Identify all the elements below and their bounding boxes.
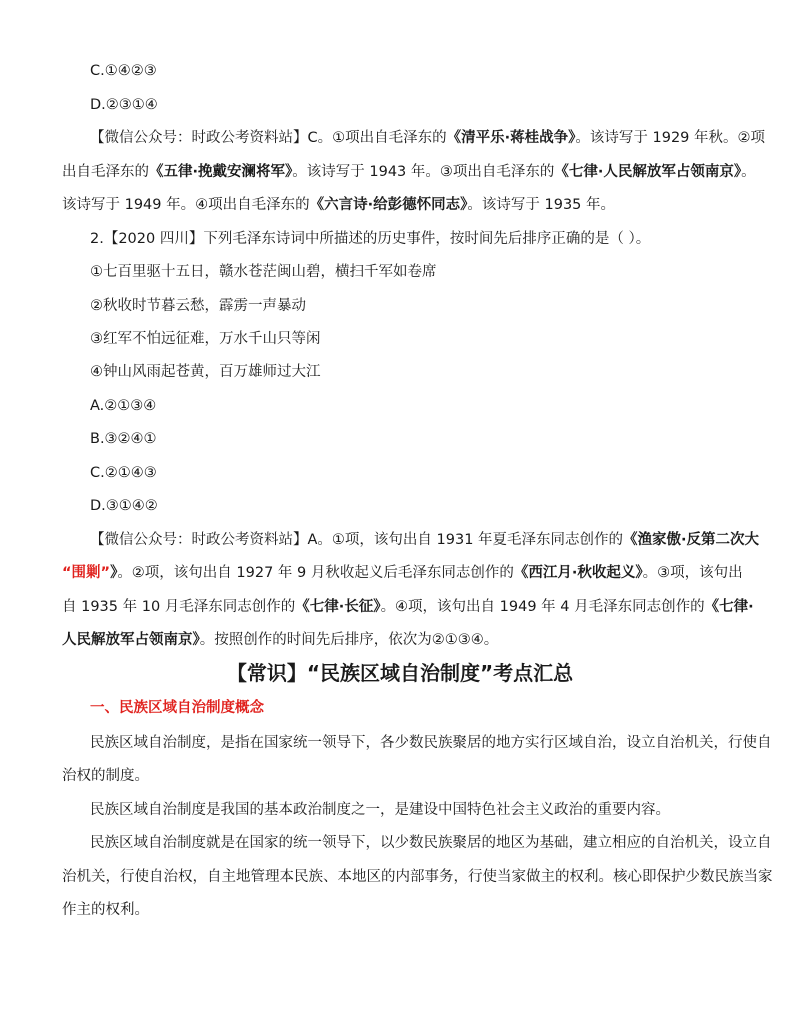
answer-text: 。③项，该句出 xyxy=(642,565,743,581)
q2-option-c: C.②①④③ xyxy=(90,465,157,481)
answer-text: 自 1935 年 10 月毛泽东同志创作的 xyxy=(62,599,296,615)
answer-text: 。该诗写于 1929 年秋。②项 xyxy=(575,130,766,146)
answer-text: 【微信公众号：时政公考资料站】C。①项出自毛泽东的 xyxy=(90,130,447,146)
answer-text: 。 xyxy=(741,164,756,180)
answer-text: 该诗写于 1949 年。④项出自毛泽东的 xyxy=(62,197,310,213)
poem-title: 《六言诗·给彭德怀同志》 xyxy=(309,197,468,213)
q2-answer-line-2 xyxy=(62,563,743,583)
paragraph-3-line-2: 治机关，行使自治权，自主地管理本民族、本地区的内部事务，行使当家做主的权利。核心即保护少数民族当家 xyxy=(62,869,773,885)
paragraph-2: 民族区域自治制度是我国的基本政治制度之一，是建设中国特色社会主义政治的重要内容。 xyxy=(90,802,670,818)
answer-text: 【微信公众号：时政公考资料站】A。①项，该句出自 1931 年夏毛泽东同志创作的 xyxy=(90,532,624,548)
answer-text: 。该诗写于 1935 年。 xyxy=(467,197,616,213)
q2-option-d: D.③①④② xyxy=(90,498,158,514)
poem-title-red: “围剿” xyxy=(62,565,111,581)
paragraph-3-line-3: 作主的权利。 xyxy=(62,902,149,918)
poem-title: 《七律·长征》 xyxy=(295,599,381,615)
poem-title: 《五律·挽戴安澜将军》 xyxy=(149,164,293,180)
q1-answer-line-2 xyxy=(62,162,756,182)
poem-title: 《七律· xyxy=(704,599,754,615)
answer-text: 出自毛泽东的 xyxy=(62,164,149,180)
q1-answer-line-1 xyxy=(90,128,765,148)
section-subheading: 一、民族区域自治制度概念 xyxy=(90,700,264,716)
q2-option-b: B.③②④① xyxy=(90,431,157,447)
q2-answer-line-4 xyxy=(62,630,498,650)
paragraph-1-line-1: 民族区域自治制度，是指在国家统一领导下，各少数民族聚居的地方实行区域自治，设立自治机关，行使自 xyxy=(90,735,772,751)
poem-title: 人民解放军占领南京》 xyxy=(62,632,200,648)
paragraph-1-line-2: 治权的制度。 xyxy=(62,768,149,784)
q2-answer-line-3 xyxy=(62,597,754,617)
q1-answer-line-3 xyxy=(62,195,615,215)
answer-text: 。②项，该句出自 1927 年 9 月秋收起义后毛泽东同志创作的 xyxy=(117,565,514,581)
poem-title: 《西江月·秋收起义》 xyxy=(513,565,643,581)
poem-title: 《七律·人民解放军占领南京》 xyxy=(554,164,742,180)
q1-option-c: C.①④②③ xyxy=(90,63,157,79)
q2-item-4: ④钟山风雨起苍黄，百万雄师过大江 xyxy=(90,364,321,380)
q1-option-d: D.②③①④ xyxy=(90,97,158,113)
answer-text: 。该诗写于 1943 年。③项出自毛泽东的 xyxy=(292,164,555,180)
q2-option-a: A.②①③④ xyxy=(90,398,157,414)
q2-answer-line-1 xyxy=(90,530,759,550)
answer-text: 。④项，该句出自 1949 年 4 月毛泽东同志创作的 xyxy=(380,599,705,615)
poem-title: 《清平乐·蒋桂战争》 xyxy=(446,130,576,146)
answer-text: 。按照创作的时间先后排序，依次为②①③④。 xyxy=(199,632,499,648)
poem-title: 》 xyxy=(110,565,118,581)
poem-title: 《渔家傲·反第二次大 xyxy=(623,532,760,548)
section-title: 【常识】“民族区域自治制度”考点汇总 xyxy=(226,661,574,685)
q2-item-2: ②秋收时节暮云愁，霹雳一声暴动 xyxy=(90,298,306,314)
q2-stem: 2.【2020 四川】下列毛泽东诗词中所描述的历史事件，按时间先后排序正确的是（ ）。 xyxy=(90,231,651,247)
q2-item-1: ①七百里驱十五日，赣水苍茫闽山碧，横扫千军如卷席 xyxy=(90,264,437,280)
paragraph-3-line-1: 民族区域自治制度就是在国家的统一领导下，以少数民族聚居的地区为基础，建立相应的自治机关，设立自 xyxy=(90,835,772,851)
q2-item-3: ③红军不怕远征难，万水千山只等闲 xyxy=(90,331,321,347)
